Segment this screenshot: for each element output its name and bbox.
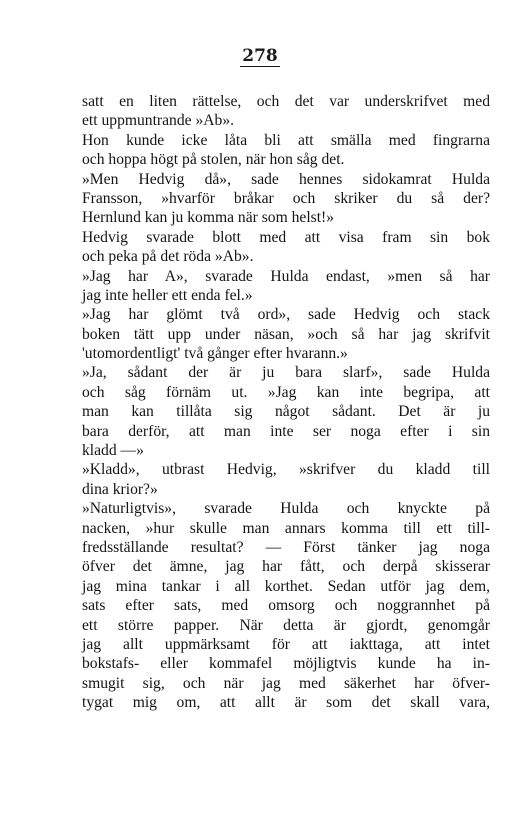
text-line: Hernlund kan ju komma när som helst!» [82, 209, 335, 227]
text-line: jag inte heller ett enda fel.» [82, 286, 253, 304]
text-line: jag mina tankar i all korthet. Sedan utför jag dem, [82, 577, 490, 595]
text-line: bokstafs- eller kommafel möjligtvis kunde ha in- [82, 655, 490, 673]
text-line: 'utomordentligt' två gånger efter hvarann.» [82, 345, 348, 363]
text-line: man kan tillåta sig något sådant. Det är ju [82, 403, 490, 421]
text-line: boken tätt upp under näsan, »och så har jag skrifvit [82, 325, 490, 343]
text-line: Hedvig svarade blott med att visa fram sin bok [82, 228, 490, 246]
text-line: sats efter sats, med omsorg och noggrannhet på [82, 597, 490, 615]
text-line: och hoppa högt på stolen, när hon såg det. [82, 151, 345, 169]
text-line: kladd —» [82, 442, 144, 460]
text-line: Hon kunde icke låta bli att smälla med fingrarna [82, 131, 490, 149]
text-line: ett uppmuntrande »Ab». [82, 112, 235, 130]
text-line: tygat mig om, att allt är som det skall vara, [82, 694, 490, 712]
page-number-text: 278 [242, 46, 278, 66]
text-line: ett större papper. När detta är gjordt, genomgår [82, 616, 490, 634]
text-line: öfver det ämne, jag har fått, och derpå skisserar [82, 558, 490, 576]
text-line: »Jag har glömt två ord», sade Hedvig och stack [82, 306, 490, 324]
text-line: satt en liten rättelse, och det var underskrifvet med [82, 93, 490, 110]
body-text [82, 92, 490, 713]
text-line: »Men Hedvig då», sade hennes sidokamrat Hulda [82, 170, 490, 188]
text-line: smugit sig, och när jag med säkerhet har öfver- [82, 674, 490, 692]
text-line: nacken, »hur skulle man annars komma till ett till- [82, 519, 490, 537]
text-line: bara derför, att man inte ser noga efter i sin [82, 422, 490, 440]
text-line: »Jag har A», svarade Hulda endast, »men så har [82, 267, 490, 285]
text-line: »Kladd», utbrast Hedvig, »skrifver du kladd till [82, 461, 490, 479]
text-line: och peka på det röda »Ab». [82, 248, 254, 266]
text-line: och såg förnäm ut. »Jag kan inte begripa, att [82, 383, 490, 401]
text-line: fredsställande resultat? — Först tänker jag noga [82, 538, 490, 556]
text-line: »Naturligtvis», svarade Hulda och knyckte på [82, 500, 490, 518]
text-line: »Ja, sådant der är ju bara slarf», sade Hulda [82, 364, 490, 382]
text-line: Fransson, »hvarför bråkar och skriker du så der? [82, 189, 490, 207]
text-line: jag allt uppmärksamt för att iakttaga, att intet [82, 635, 490, 653]
text-line: dina krior?» [82, 480, 158, 498]
page-number [0, 46, 520, 66]
